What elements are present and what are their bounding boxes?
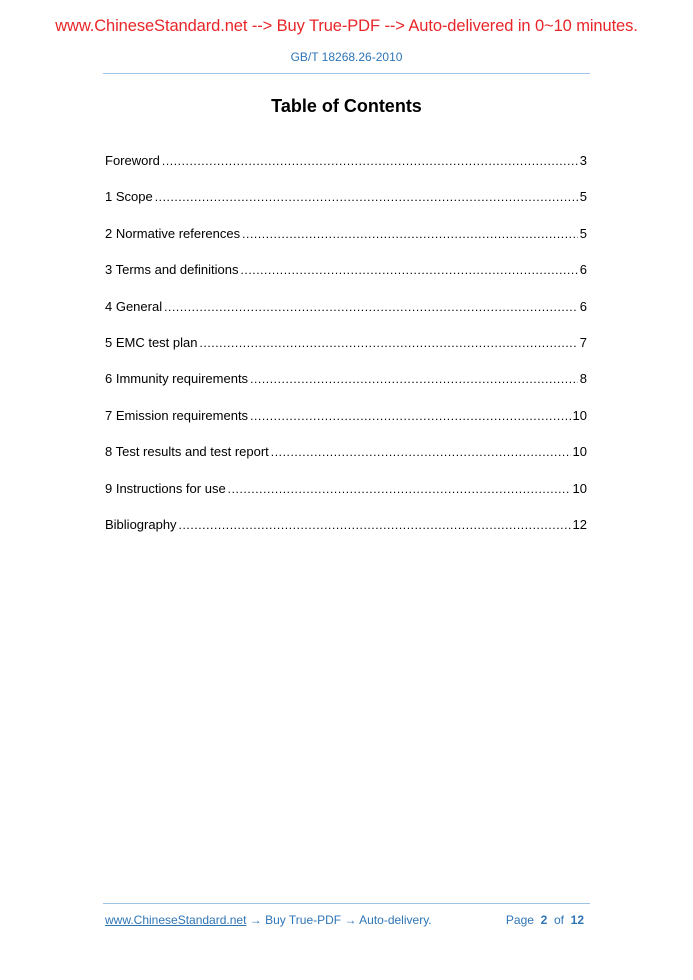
toc-dot-leader <box>271 443 571 461</box>
toc-entry-bibliography[interactable] <box>105 516 587 552</box>
toc-entry-emc-test-plan[interactable] <box>105 334 587 370</box>
toc-dot-leader <box>164 298 578 316</box>
toc-entry-general[interactable] <box>105 298 587 334</box>
page-title: Table of Contents <box>271 96 422 116</box>
toc-entry-label: 7 Emission requirements <box>105 407 249 423</box>
of-label: of <box>553 913 564 927</box>
toc-entry-page: 8 <box>579 371 587 387</box>
toc-entry-label: 3 Terms and definitions <box>105 262 239 278</box>
toc-entry-normative-references[interactable] <box>105 225 587 261</box>
toc-dot-leader <box>200 334 578 352</box>
footer-buy-text: Buy True-PDF <box>265 913 342 927</box>
toc-entry-label: 2 Normative references <box>105 225 241 241</box>
toc-entry-label: 4 General <box>105 298 163 314</box>
toc-entry-foreword[interactable] <box>105 152 587 188</box>
top-banner[interactable]: www.ChineseStandard.net --> Buy True-PDF --> Auto-delivered in 0~10 minutes. <box>55 17 638 35</box>
toc-entry-emission-requirements[interactable] <box>105 407 587 443</box>
toc-entry-label: Bibliography <box>105 516 177 532</box>
toc-entry-label: Foreword <box>105 153 160 168</box>
page-label: Page <box>505 913 534 927</box>
toc-entry-instructions-for-use[interactable] <box>105 480 587 516</box>
toc-entry-page: 7 <box>579 334 587 350</box>
footer-divider <box>103 903 590 904</box>
toc-entry-immunity-requirements[interactable] <box>105 370 587 406</box>
toc-entry-page: 6 <box>579 298 587 314</box>
footer-site-link[interactable]: www.ChineseStandard.net <box>105 913 247 927</box>
toc-entry-page: 10 <box>572 444 587 460</box>
toc-entry-label: 6 Immunity requirements <box>105 371 249 387</box>
toc-entry-label: 5 EMC test plan <box>105 334 198 350</box>
footer-delivery-text: Auto-delivery. <box>359 913 432 927</box>
toc-list <box>105 152 587 552</box>
page-counter <box>506 913 584 927</box>
toc-dot-leader <box>228 480 571 498</box>
toc-dot-leader <box>242 225 578 243</box>
toc-entry-label: 1 Scope <box>105 189 153 205</box>
toc-entry-page: 6 <box>579 262 587 278</box>
total-pages-number: 12 <box>570 913 584 927</box>
toc-entry-page: 10 <box>572 407 587 423</box>
toc-dot-leader <box>162 152 578 170</box>
toc-entry-label: 9 Instructions for use <box>105 480 226 496</box>
toc-dot-leader <box>250 407 570 425</box>
toc-entry-terms-and-definitions[interactable] <box>105 261 587 297</box>
toc-dot-leader <box>179 516 571 534</box>
footer-promo <box>105 913 432 927</box>
footer-arrow-icon: → <box>344 913 357 927</box>
toc-entry-page: 12 <box>572 516 587 532</box>
toc-dot-leader <box>155 188 578 206</box>
toc-entry-scope[interactable] <box>105 188 587 224</box>
footer-arrow-icon: → <box>249 913 262 927</box>
toc-entry-page: 3 <box>579 153 587 168</box>
header-divider <box>103 73 590 74</box>
toc-entry-page: 10 <box>572 480 587 496</box>
toc-entry-page: 5 <box>579 189 587 205</box>
current-page-number: 2 <box>540 913 548 927</box>
standard-code: GB/T 18268.26-2010 <box>290 50 403 64</box>
toc-dot-leader <box>250 370 578 388</box>
toc-entry-test-results-and-report[interactable] <box>105 443 587 479</box>
toc-dot-leader <box>240 261 577 279</box>
toc-entry-page: 5 <box>579 225 587 241</box>
toc-entry-label: 8 Test results and test report <box>105 444 269 460</box>
